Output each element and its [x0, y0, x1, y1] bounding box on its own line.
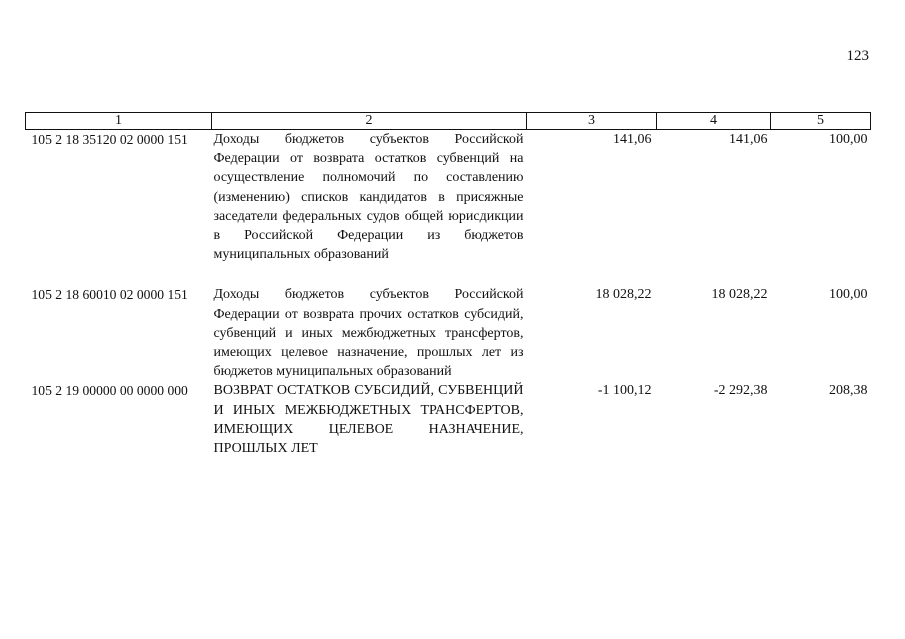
- table-header: [26, 113, 871, 130]
- header-col-3: 3: [527, 113, 657, 130]
- header-col-4: 4: [657, 113, 771, 130]
- budget-code: 105 2 18 35120 02 0000 151: [31, 132, 188, 147]
- table-row: [26, 285, 871, 381]
- value-col-3: 141,06: [613, 132, 652, 147]
- value-col-3: -1 100,12: [597, 383, 652, 399]
- table-row: [26, 130, 871, 265]
- page-number: 123: [846, 48, 869, 64]
- value-col-4: 18 028,22: [711, 287, 768, 303]
- table-row: [26, 381, 871, 458]
- header-col-1: 1: [26, 113, 212, 130]
- value-col-3: 18 028,22: [595, 287, 652, 303]
- header-col-5: 5: [771, 113, 871, 130]
- value-col-4: 141,06: [729, 132, 768, 147]
- income-name: Доходы бюджетов субъектов Российской Федерации от возврата остатков субвенций на осуществление полномочий по составлению (изменению) списков кандидатов в присяжные заседатели федеральных судов общей юрисдикции в Российской Федерации из бюджетов муниципальных образований: [213, 132, 524, 263]
- header-col-2: 2: [212, 113, 527, 130]
- value-col-5: 100,00: [829, 287, 868, 303]
- row-spacer: [26, 264, 871, 285]
- header-row: [26, 113, 871, 130]
- table-body: [26, 130, 871, 459]
- income-name: ВОЗВРАТ ОСТАТКОВ СУБСИДИЙ, СУБВЕНЦИЙ И ИНЫХ МЕЖБЮДЖЕТНЫХ ТРАНСФЕРТОВ, ИМЕЮЩИХ ЦЕЛЕВОЕ НАЗНАЧЕНИЕ, ПРОШЛЫХ ЛЕТ: [213, 383, 524, 457]
- value-col-4: -2 292,38: [713, 383, 768, 399]
- budget-code: 105 2 19 00000 00 0000 000: [31, 383, 188, 399]
- spacer-cell: [26, 264, 871, 285]
- budget-table: [25, 112, 871, 458]
- value-col-5: 208,38: [829, 383, 868, 399]
- budget-code: 105 2 18 60010 02 0000 151: [31, 287, 188, 303]
- value-col-5: 100,00: [829, 132, 868, 147]
- income-name: Доходы бюджетов субъектов Российской Федерации от возврата прочих остатков субсидий, субвенций и иных межбюджетных трансфертов, имеющих целевое назначение, прошлых лет из бюджетов муниципальных образований: [213, 287, 524, 380]
